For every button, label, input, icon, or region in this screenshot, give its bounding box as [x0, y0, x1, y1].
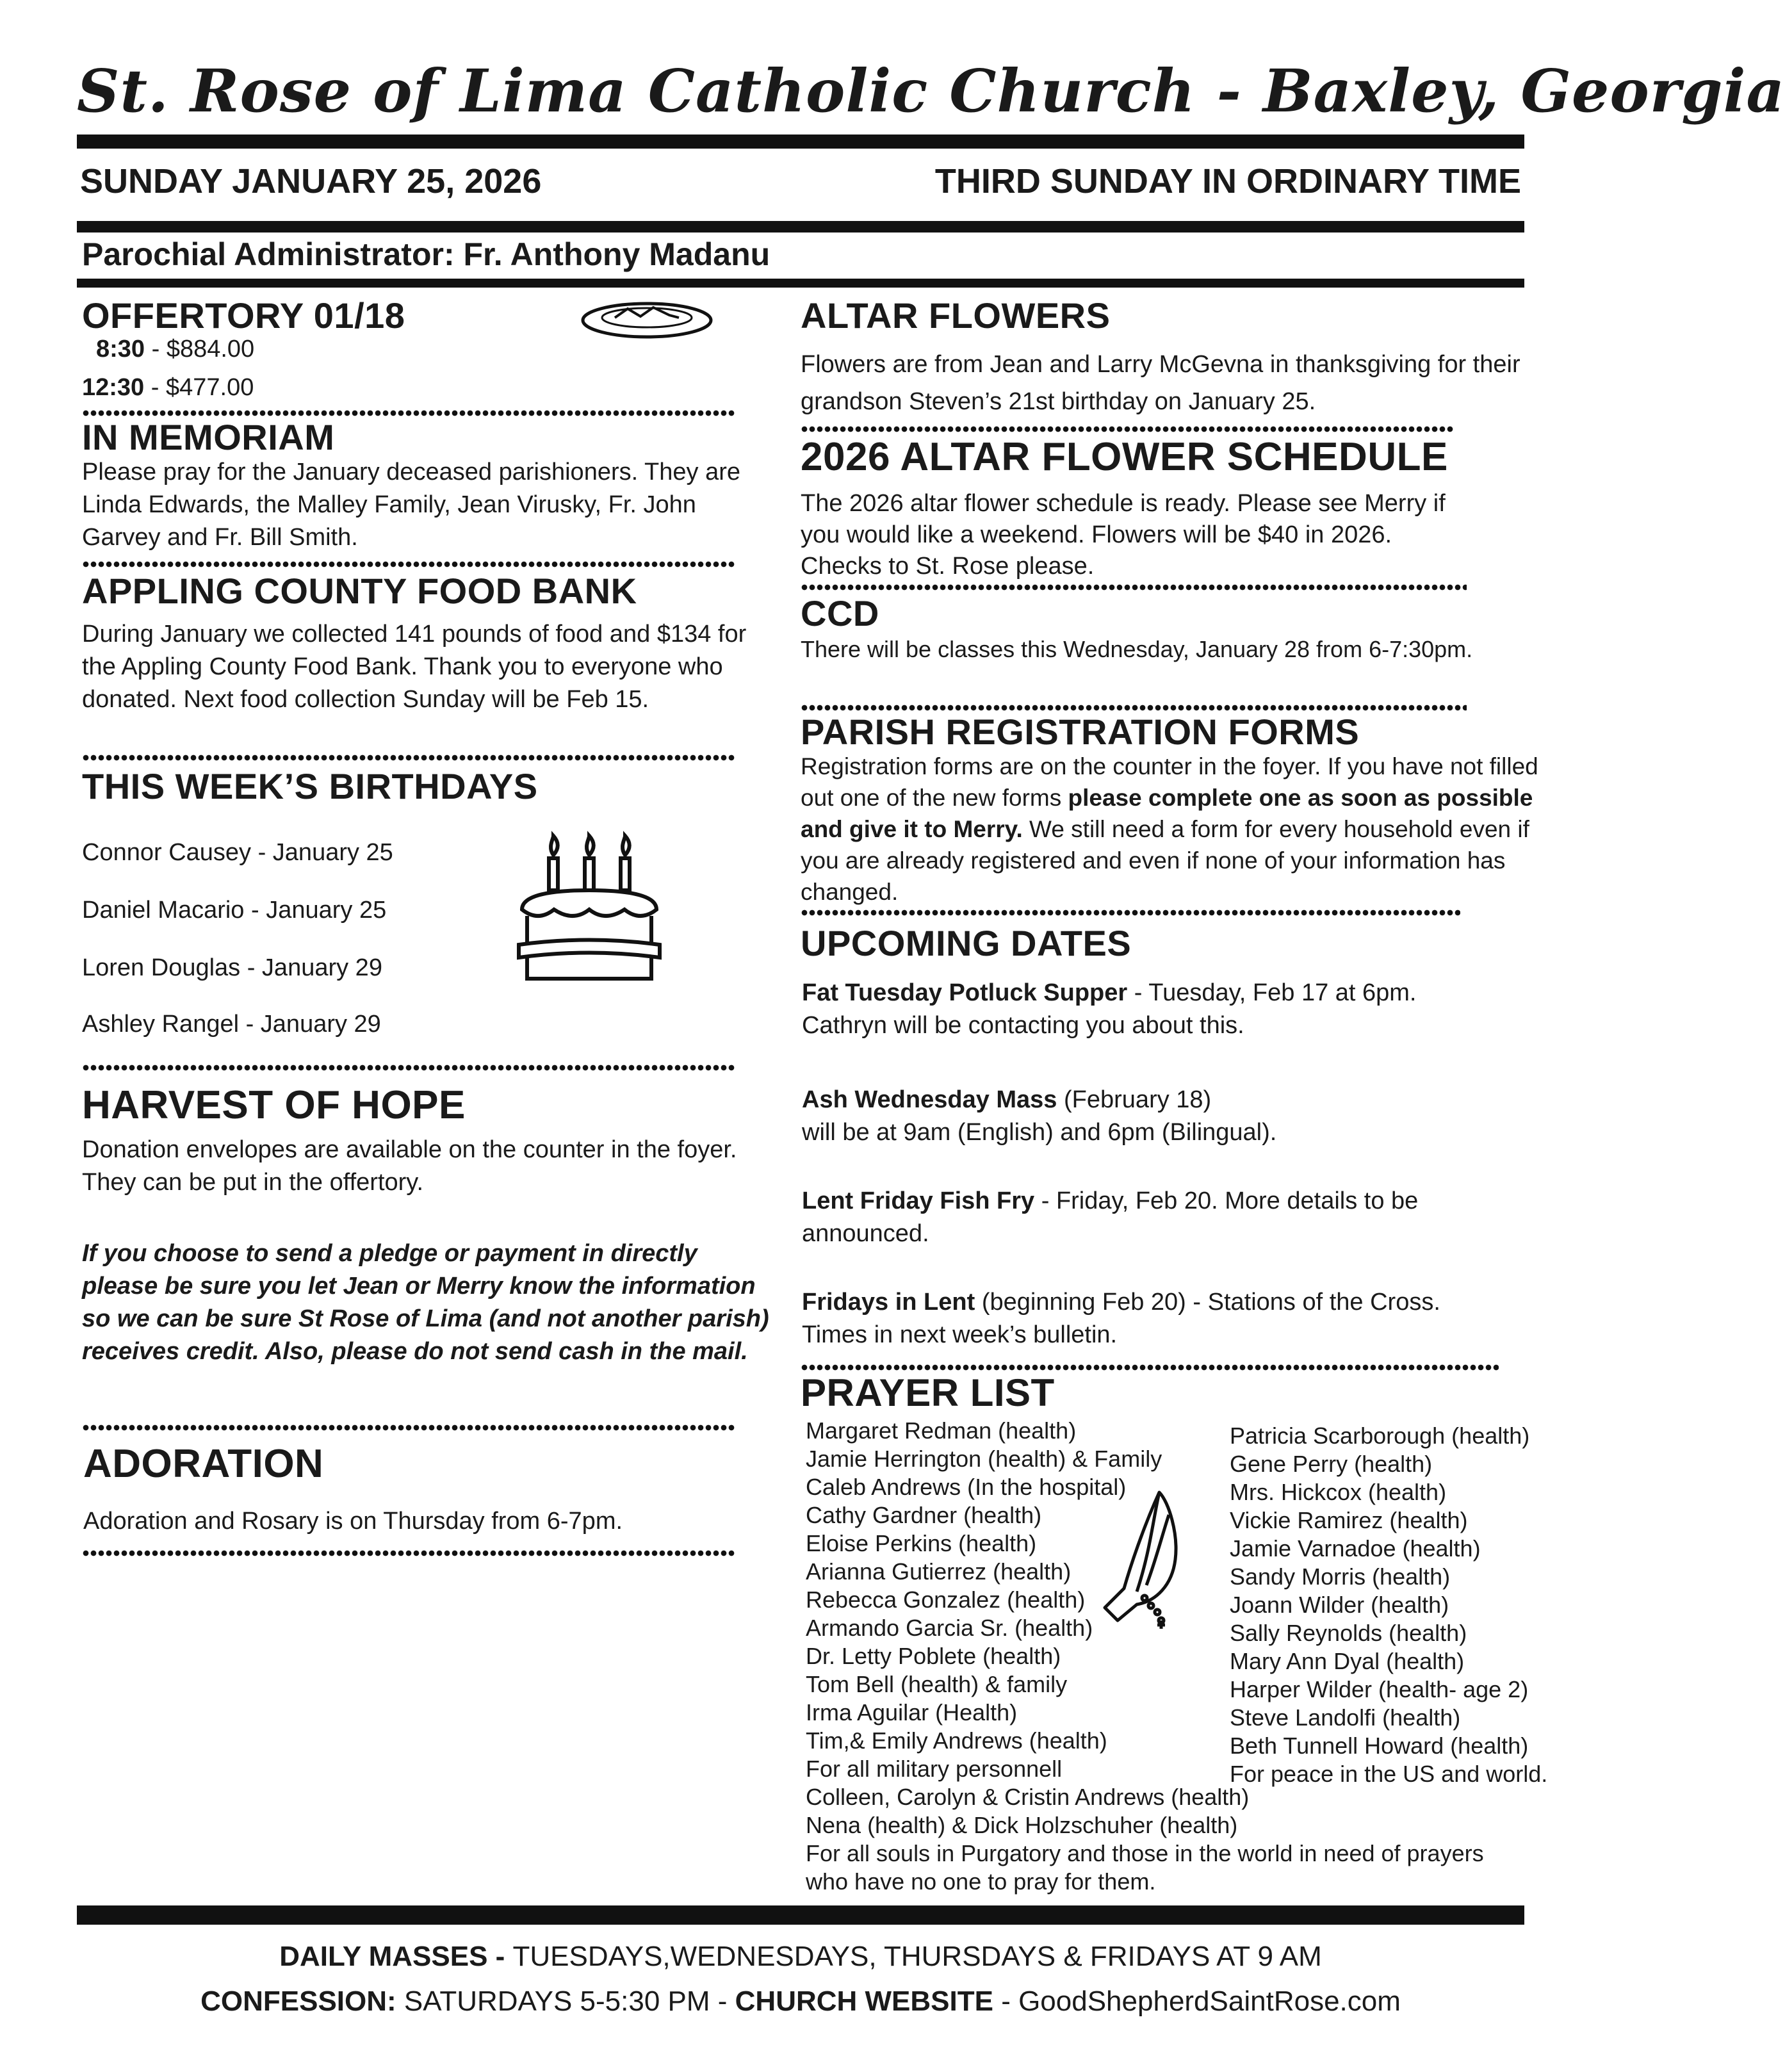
birthday-item: Connor Causey - January 25 — [82, 839, 393, 866]
bulletin-date: SUNDAY JANUARY 25, 2026 — [80, 162, 542, 200]
event-item — [802, 1185, 1506, 1250]
prayer-item: Rebecca Gonzalez (health) — [806, 1587, 1086, 1613]
prayer-item: For all souls in Purgatory and those in the world in need of prayers — [806, 1840, 1484, 1866]
website-label: CHURCH WEBSITE — [735, 1986, 993, 2017]
daily-label: DAILY MASSES - — [279, 1941, 513, 1972]
event-item — [802, 1084, 1538, 1149]
divider — [801, 584, 1467, 591]
upcoming-heading: UPCOMING DATES — [801, 923, 1132, 963]
event-name: Fridays in Lent — [802, 1289, 975, 1316]
prayer-item: Arianna Gutierrez (health) — [806, 1558, 1072, 1585]
liturgical-day: THIRD SUNDAY IN ORDINARY TIME — [934, 162, 1521, 200]
altar-flowers-text: Flowers are from Jean and Larry McGevna in thanksgiving for their grandson Steven’s 21st birthday on January 25. — [801, 351, 1520, 415]
website-text: - GoodShepherdSaintRose.com — [993, 1986, 1401, 2017]
memoriam-text: Please pray for the January deceased parishioners. They are Linda Edwards, the Malley Family, Jean Virusky, Fr. John Garvey and Fr. Bill Smith. — [82, 459, 741, 551]
adoration-text: Adoration and Rosary is on Thursday from 6-7pm. — [83, 1508, 623, 1535]
prayer-item: Sally Reynolds (health) — [1230, 1620, 1467, 1646]
divider — [82, 1424, 735, 1431]
registration-text-bold: please complete one as soon as possible and give it to Merry. — [801, 785, 1533, 842]
header-rule-2 — [77, 221, 1524, 232]
prayer-item: For all military personnell — [806, 1756, 1063, 1782]
event-name: Lent Friday Fish Fry — [802, 1187, 1035, 1214]
event-detail: (beginning Feb 20) - Stations of the Cross. Times in next week’s bulletin. — [802, 1289, 1440, 1348]
church-title: St. Rose of Lima Catholic Church - Baxley, Georgia — [77, 56, 1785, 126]
registration-text-a: Registration forms are on the counter in the foyer. If you have not filled out one of the new forms — [801, 753, 1538, 811]
divider — [82, 1065, 735, 1071]
prayer-item: Eloise Perkins (health) — [806, 1530, 1037, 1556]
divider — [82, 755, 735, 761]
harvest-text: Donation envelopes are available on the counter in the foyer. They can be put in the offertory. — [82, 1136, 737, 1196]
birthday-item: Loren Douglas - January 29 — [82, 954, 382, 981]
daily-masses — [0, 1941, 1601, 1973]
registration-text-c: We still need a form for every household even if you are already registered and even if none of your information has changed. — [801, 816, 1529, 905]
prayer-item: Jamie Varnadoe (health) — [1230, 1535, 1481, 1562]
food-bank-heading: APPLING COUNTY FOOD BANK — [82, 571, 637, 611]
event-detail: - Tuesday, Feb 17 at 6pm. — [1127, 979, 1417, 1006]
prayer-item: Caleb Andrews (In the hospital) — [806, 1474, 1127, 1500]
prayer-list-right — [1230, 1422, 1547, 1788]
prayer-item: Vickie Ramirez (health) — [1230, 1507, 1468, 1533]
birthdays-heading: THIS WEEK’S BIRTHDAYS — [82, 766, 538, 806]
harvest-heading: HARVEST OF HOPE — [82, 1083, 466, 1127]
divider — [82, 410, 735, 416]
prayer-item: Tom Bell (health) & family — [806, 1671, 1068, 1697]
food-bank-text: During January we collected 141 pounds of food and $134 for the Appling County Food Bank. Thank you to everyone who donated. Next food collection Sunday will be Feb 15. — [82, 621, 747, 713]
prayer-item: who have no one to pray for them. — [806, 1868, 1156, 1895]
offertory-line — [82, 371, 254, 404]
prayer-item: Jamie Herrington (health) & Family — [806, 1446, 1162, 1472]
offertory-amount: - $884.00 — [145, 336, 255, 363]
event-extra: Cathryn will be contacting you about this. — [802, 1012, 1244, 1039]
header-rule — [77, 135, 1524, 149]
divider — [82, 561, 735, 567]
collection-plate-icon — [576, 296, 717, 341]
confession-label: CONFESSION: — [200, 1986, 396, 2017]
divider — [801, 1364, 1499, 1371]
event-item — [802, 977, 1538, 1042]
prayer-item: Harper Wilder (health- age 2) — [1230, 1676, 1529, 1702]
flower-schedule-text: The 2026 altar flower schedule is ready. Please see Merry if you would like a weekend. Flowers will be $40 in 2026. Checks to St. Rose please. — [801, 490, 1446, 580]
prayer-item: Gene Perry (health) — [1230, 1451, 1433, 1477]
prayer-item: Irma Aguilar (Health) — [806, 1699, 1018, 1725]
prayer-item: Mary Ann Dyal (health) — [1230, 1648, 1465, 1674]
prayer-item: For peace in the US and world. — [1230, 1761, 1548, 1787]
prayer-item: Joann Wilder (health) — [1230, 1592, 1449, 1618]
event-detail: - Friday, Feb 20. More details to be announced. — [802, 1187, 1419, 1247]
event-name: Fat Tuesday Potluck Supper — [802, 979, 1128, 1006]
footer-rule — [77, 1905, 1524, 1925]
prayer-item: Cathy Gardner (health) — [806, 1502, 1042, 1528]
registration-text — [801, 751, 1556, 908]
flower-schedule-heading: 2026 ALTAR FLOWER SCHEDULE — [801, 435, 1448, 479]
altar-flowers-heading: ALTAR FLOWERS — [801, 295, 1111, 336]
prayer-item: Steve Landolfi (health) — [1230, 1704, 1461, 1731]
birthday-item: Daniel Macario - January 25 — [82, 897, 387, 924]
offertory-line — [96, 333, 254, 366]
divider — [801, 426, 1454, 432]
harvest-note: If you choose to send a pledge or payment in directly please be sure you let Jean or Merry know the information so we can be sure St Rose of Lima (and not another parish) receives credit. Also, please do not send cash in the mail. — [82, 1240, 769, 1365]
prayer-item: Beth Tunnell Howard (health) — [1230, 1733, 1529, 1759]
offertory-amount: - $477.00 — [144, 374, 254, 401]
confession-website — [0, 1986, 1601, 2018]
event-detail: (February 18) — [1057, 1086, 1212, 1113]
memoriam-heading: IN MEMORIAM — [82, 417, 335, 457]
divider — [801, 910, 1460, 916]
prayer-item: Patricia Scarborough (health) — [1230, 1423, 1530, 1449]
prayer-item: Armando Garcia Sr. (health) — [806, 1615, 1093, 1641]
divider — [801, 705, 1467, 711]
offertory-time: 8:30 — [96, 336, 145, 363]
prayer-item: Sandy Morris (health) — [1230, 1563, 1451, 1590]
confession-text: SATURDAYS 5-5:30 PM - — [396, 1986, 735, 2017]
administrator: Parochial Administrator: Fr. Anthony Madanu — [82, 236, 770, 272]
divider — [82, 1550, 735, 1556]
event-item — [802, 1286, 1506, 1351]
daily-text: TUESDAYS,WEDNESDAYS, THURSDAYS & FRIDAYS AT 9 AM — [512, 1941, 1322, 1972]
prayer-item: Colleen, Carolyn & Cristin Andrews (health) — [806, 1784, 1250, 1810]
registration-heading: PARISH REGISTRATION FORMS — [801, 712, 1360, 752]
prayer-item: Margaret Redman (health) — [806, 1417, 1077, 1444]
prayer-list-heading: PRAYER LIST — [801, 1371, 1055, 1414]
prayer-item: Dr. Letty Poblete (health) — [806, 1643, 1061, 1669]
birthday-item: Ashley Rangel - January 29 — [82, 1011, 381, 1038]
adoration-heading: ADORATION — [83, 1442, 324, 1486]
ccd-text: There will be classes this Wednesday, January 28 from 6-7:30pm. — [801, 636, 1473, 662]
prayer-item: Mrs. Hickcox (health) — [1230, 1479, 1447, 1505]
offertory-heading: OFFERTORY 01/18 — [82, 295, 405, 336]
header-rule-3 — [77, 279, 1524, 288]
prayer-item: Nena (health) & Dick Holzschuher (health) — [806, 1812, 1238, 1838]
ccd-heading: CCD — [801, 593, 879, 633]
prayer-item: Tim,& Emily Andrews (health) — [806, 1727, 1107, 1754]
offertory-time: 12:30 — [82, 374, 145, 401]
birthday-cake-icon — [509, 833, 669, 986]
event-extra: will be at 9am (English) and 6pm (Bilingual). — [802, 1119, 1277, 1146]
event-name: Ash Wednesday Mass — [802, 1086, 1057, 1113]
